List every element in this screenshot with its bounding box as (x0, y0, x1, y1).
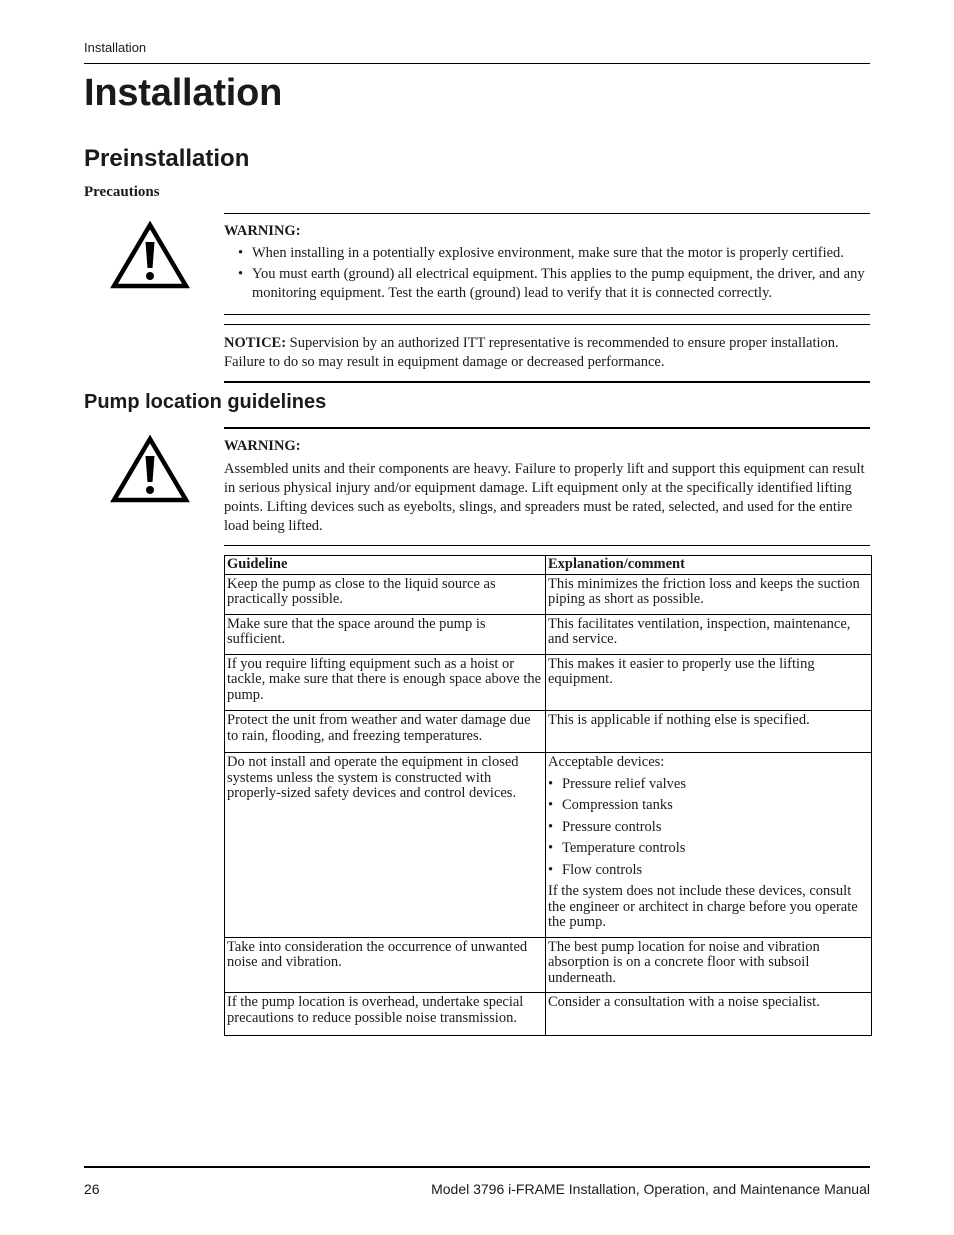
guideline-cell: Do not install and operate the equipment in closed systems unless the system is constructed with properly-sized safety devices and control devices. (225, 753, 546, 938)
notice-label: NOTICE: (224, 335, 287, 351)
table-row (225, 711, 872, 753)
table-header-row (225, 556, 872, 575)
table-row (225, 993, 872, 1036)
table-row (225, 937, 872, 993)
list-item: • Flow controls (548, 860, 869, 882)
list-item: • Temperature controls (548, 838, 869, 860)
explanation-outro: If the system does not include these devices, consult the engineer or architect in charge before you operate the pump. (548, 883, 858, 930)
guideline-cell: Keep the pump as close to the liquid source as practically possible. (225, 574, 546, 614)
warning-top-rule (224, 213, 870, 214)
explanation-cell: This minimizes the friction loss and keeps the suction piping as short as possible. (546, 574, 872, 614)
notice-text: Supervision by an authorized ITT representative is recommended to ensure proper installation. Failure to do so may result in equipment damage or decreased performance. (224, 335, 839, 370)
guideline-cell: Protect the unit from weather and water damage due to rain, flooding, and freezing temperatures. (225, 711, 546, 753)
guidelines-table (224, 555, 872, 1036)
guideline-cell: If the pump location is overhead, undertake special precautions to reduce possible noise transmission. (225, 993, 546, 1036)
column-header-explanation: Explanation/comment (546, 556, 872, 575)
warning2-top-rule (224, 427, 870, 429)
explanation-cell: This makes it easier to properly use the lifting equipment. (546, 654, 872, 711)
notice-top-rule (224, 324, 870, 325)
section-heading-pump-location: Pump location guidelines (84, 391, 327, 413)
column-header-guideline: Guideline (225, 556, 546, 575)
warning-triangle-icon (110, 220, 190, 290)
explanation-cell: The best pump location for noise and vibration absorption is on a concrete floor with subsoil underneath. (546, 937, 872, 993)
warning-bottom-rule (224, 314, 870, 315)
warning-item: • When installing in a potentially explosive environment, make sure that the motor is properly certified. (224, 244, 870, 263)
list-item: • Pressure relief valves (548, 774, 869, 796)
page-title: Installation (84, 72, 283, 114)
table-row (225, 614, 872, 654)
guideline-cell: Make sure that the space around the pump is sufficient. (225, 614, 546, 654)
list-item: • Compression tanks (548, 795, 869, 817)
warning-item: • You must earth (ground) all electrical equipment. This applies to the pump equipment, the driver, and any monitoring equipment. Test the earth (ground) lead to verify that it is connected correctly. (224, 265, 870, 303)
warning-label: WARNING: (224, 438, 301, 454)
page-number: 26 (84, 1181, 100, 1197)
list-item: • Pressure controls (548, 817, 869, 839)
running-head: Installation (84, 40, 147, 55)
explanation-cell (546, 753, 872, 938)
footer-rule (84, 1166, 870, 1168)
warning-triangle-icon (110, 434, 190, 504)
guideline-cell: Take into consideration the occurrence of unwanted noise and vibration. (225, 937, 546, 993)
warning-label: WARNING: (224, 223, 301, 239)
warning-list (224, 244, 870, 303)
section-heading-preinstallation: Preinstallation (84, 145, 250, 172)
notice-bottom-rule (224, 381, 870, 383)
explanation-cell: This facilitates ventilation, inspection, maintenance, and service. (546, 614, 872, 654)
warning-text: Assembled units and their components are heavy. Failure to properly lift and support this equipment can result in serious physical injury and/or equipment damage. Lift equipment only at the specifically identified lifting points. Lifting devices such as eyebolts, slings, and spreaders must be rated, selected, and used for the entire load being lifted. (224, 461, 865, 534)
warning-block-heavy-equipment (224, 437, 870, 536)
notice-block (224, 334, 870, 372)
explanation-intro: Acceptable devices: (548, 754, 665, 770)
warning2-bottom-rule (224, 545, 870, 546)
device-list (548, 774, 869, 882)
explanation-cell: This is applicable if nothing else is specified. (546, 711, 872, 753)
manual-title: Model 3796 i-FRAME Installation, Operation, and Maintenance Manual (431, 1181, 870, 1197)
table-row (225, 753, 872, 938)
table-row (225, 574, 872, 614)
subheading-precautions: Precautions (84, 184, 160, 200)
header-rule (84, 63, 870, 64)
guideline-cell: If you require lifting equipment such as a hoist or tackle, make sure that there is enough space above the pump. (225, 654, 546, 711)
table-row (225, 654, 872, 711)
warning-block-precautions (224, 222, 870, 305)
explanation-cell: Consider a consultation with a noise specialist. (546, 993, 872, 1036)
